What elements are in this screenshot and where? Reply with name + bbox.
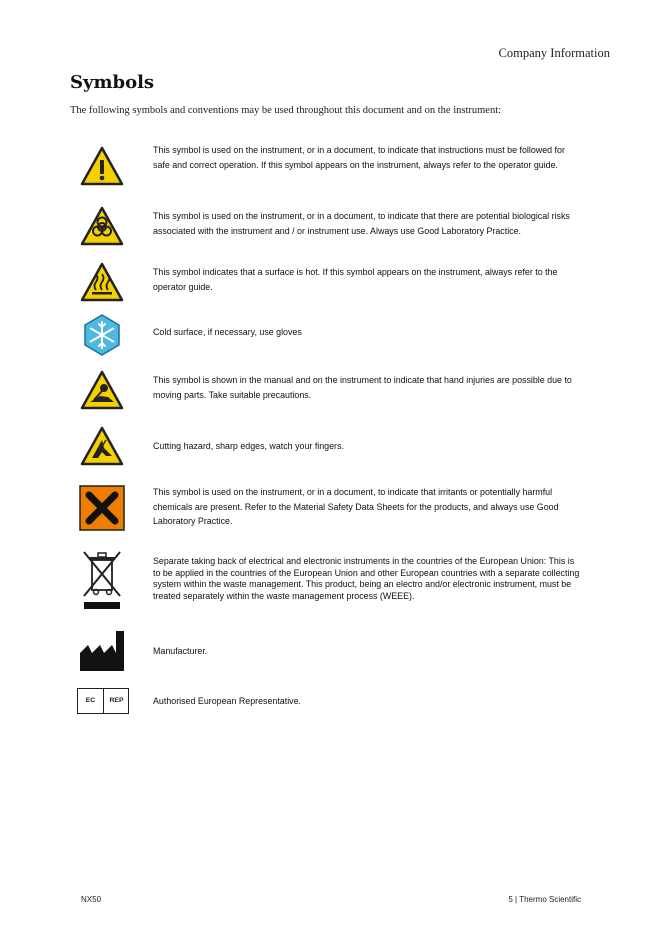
intro-text: The following symbols and conventions may be used throughout this document and on the instrument:	[70, 105, 502, 116]
symbol-description: Cutting hazard, sharp edges, watch your fingers.	[153, 441, 344, 451]
hand-injury-icon	[70, 364, 134, 416]
symbol-description: This symbol is used on the instrument, or in a document, to indicate that there are potential biological risks associated with the instrument and / or instrument use. Always use Good Laboratory Practice.	[153, 211, 570, 236]
symbol-row-manufacturer	[70, 627, 590, 675]
symbol-description: This symbol is used on the instrument, or in a document, to indicate that instructions must be followed for safe and correct operation. If this symbol appears on the instrument, always refer to the operator guide.	[153, 145, 565, 170]
ec-label: EC	[78, 689, 104, 713]
symbol-description: Separate taking back of electrical and electronic instruments in the countries of the European Union: This is to be applied in the countries of the European Union and other European countries with a separate collecting system within the waste management. This product, being an electro and/or electronic instrument, must be treated separately within the waste management process (WEEE).	[153, 556, 580, 601]
symbol-row-ec-rep	[70, 686, 590, 718]
ec-rep-icon	[76, 686, 130, 716]
page-title: Symbols	[70, 72, 155, 93]
biohazard-icon	[70, 200, 134, 252]
symbol-row-cutting-hazard	[70, 420, 590, 472]
symbol-row-warning	[70, 140, 590, 192]
warning-icon	[70, 140, 134, 192]
manufacturer-icon	[70, 627, 134, 675]
symbol-description: Manufacturer.	[153, 646, 208, 656]
symbol-description: Cold surface, if necessary, use gloves	[153, 327, 302, 337]
irritant-icon	[70, 482, 134, 534]
weee-bin-icon	[70, 548, 134, 612]
footer-model: NX50	[81, 895, 102, 904]
symbol-description: Authorised European Representative.	[153, 696, 302, 706]
rep-label: REP	[109, 697, 124, 704]
symbol-row-hot-surface	[70, 256, 590, 306]
symbol-row-cold-surface	[70, 309, 590, 359]
symbol-row-hand-injury	[70, 364, 590, 414]
cold-surface-icon	[70, 309, 134, 361]
symbol-row-irritant	[70, 482, 590, 534]
symbol-row-weee	[70, 548, 590, 612]
hot-surface-icon	[70, 256, 134, 308]
symbol-row-biohazard	[70, 200, 590, 250]
symbol-description: This symbol indicates that a surface is hot. If this symbol appears on the instrument, always refer to the operator guide.	[153, 267, 558, 292]
footer-page-number: 5 | Thermo Scientific	[508, 895, 581, 904]
cutting-hazard-icon	[70, 420, 134, 472]
header-section-label: Company Information	[498, 46, 610, 60]
symbol-description: This symbol is used on the instrument, or in a document, to indicate that irritants or potentially harmful chemicals are present. Refer to the Material Safety Data Sheets for the products, and always use Good Laboratory Practice.	[153, 487, 559, 526]
symbol-description: This symbol is shown in the manual and on the instrument to indicate that hand injuries are possible due to moving parts. Take suitable precautions.	[153, 375, 572, 400]
